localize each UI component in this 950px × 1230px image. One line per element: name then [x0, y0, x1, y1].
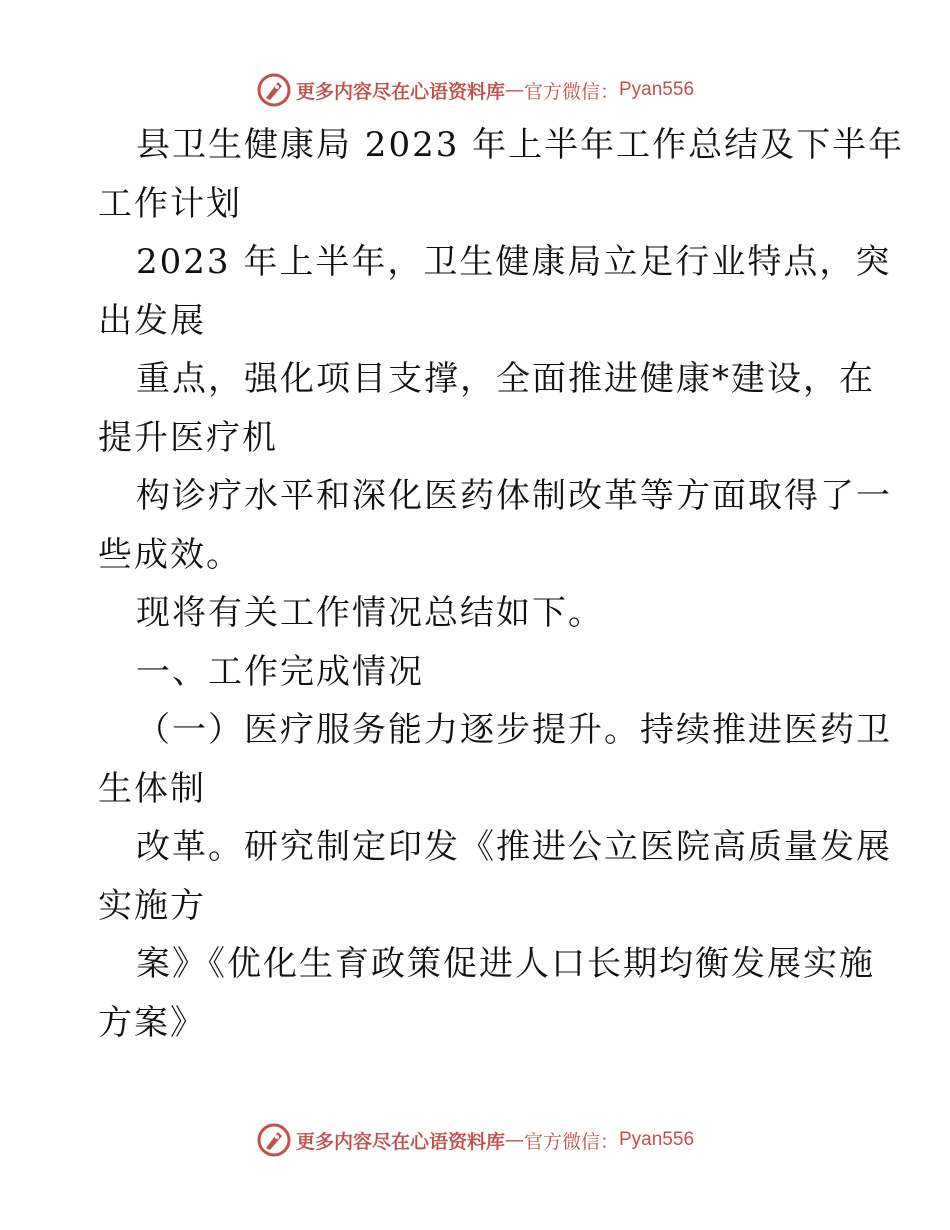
- body-line: 构诊疗水平和深化医药体制改革等方面取得了一: [136, 476, 892, 516]
- watermark-brand: 更多内容尽在心语资料库: [295, 80, 505, 103]
- watermark-banner-bottom: [0, 1118, 950, 1162]
- body-line: 改革。研究制定印发《推进公立医院高质量发展: [136, 827, 892, 867]
- body-line: 重点，强化项目支撑，全面推进健康*建设，在: [136, 359, 875, 399]
- watermark-wechat-id: Pyan556: [619, 79, 695, 100]
- body-line: 工作计划: [98, 183, 242, 224]
- pen-nib-logo-icon: [256, 1122, 292, 1158]
- document-body: [98, 116, 905, 1052]
- body-line: 案》《优化生育政策促进人口长期均衡发展实施: [136, 944, 875, 984]
- body-line: 方案》: [98, 1002, 206, 1043]
- watermark-wechat-label: 官方微信：: [523, 80, 619, 103]
- watermark-wechat-label: 官方微信：: [523, 1130, 619, 1153]
- watermark-separator: —: [504, 79, 524, 101]
- body-line: 一、工作完成情况: [136, 651, 424, 692]
- pen-nib-logo-icon: [256, 72, 292, 108]
- watermark-brand: 更多内容尽在心语资料库: [295, 1130, 505, 1153]
- watermark-separator: —: [504, 1129, 524, 1151]
- body-line: 出发展: [98, 300, 206, 341]
- watermark-banner-top: [0, 68, 950, 112]
- body-line: （一）医疗服务能力逐步提升。持续推进医药卫: [136, 710, 892, 750]
- body-line: 现将有关工作情况总结如下。: [136, 593, 604, 633]
- body-line: 生体制: [98, 768, 206, 809]
- body-line: 实施方: [98, 885, 206, 926]
- body-line: 县卫生健康局 2023 年上半年工作总结及下半年: [136, 125, 905, 165]
- body-line: 2023 年上半年，卫生健康局立足行业特点，突: [136, 242, 892, 282]
- watermark-wechat-id: Pyan556: [619, 1129, 695, 1150]
- body-line: 些成效。: [98, 534, 242, 575]
- body-line: 提升医疗机: [98, 417, 278, 458]
